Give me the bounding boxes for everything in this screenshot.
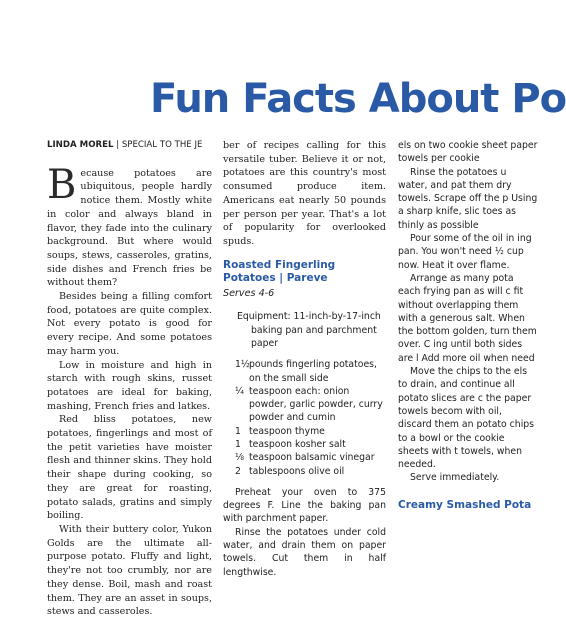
byline	[47, 139, 212, 153]
ingredient-item: ¼ teaspoon each: onion powder, garlic powder, curry powder and cumin	[235, 385, 383, 424]
body-paragraph: Low in moisture and high in starch with rough skins, russet potatoes are ideal for baking, mashing, French fries and latkes.	[47, 359, 212, 412]
recipe-step: Pour some of the oil in ing pan. You won't need ½ cup now. Heat it over flame.	[398, 233, 532, 271]
byline-affiliation: | SPECIAL TO THE JE	[116, 140, 203, 150]
recipe-serves: Serves 4-6	[223, 287, 275, 299]
ingredient-item: 1 teaspoon thyme	[235, 425, 325, 437]
recipe-step: Rinse the potatoes u water, and pat them dry towels. Scrape off the p Using a sharp knife, slic toes as thinly as possible	[398, 166, 538, 231]
body-paragraph: ber of recipes calling for this versatile tuber. Believe it or not, potatoes are this country's most consumed produce item. Americans eat nearly 50 pounds per person per year. That's a lot of popularity for overlooked spuds.	[223, 140, 386, 247]
ingredient-item: 1 teaspoon kosher salt	[235, 439, 346, 450]
body-paragraph: With their buttery color, Yukon Golds are the ultimate all-purpose potato. Fluffy and light, they're not too crumbly, nor are they dense. Boil, mash and roast them. They are an asset in soups, stews and casseroles.	[47, 523, 212, 618]
recipe-step: Serve immediately.	[410, 472, 500, 484]
recipe-equipment: Equipment: 11-inch-by-17-inch baking pan and parchment paper	[237, 311, 381, 349]
article-headline: Fun Facts About Po	[150, 76, 566, 122]
column-3	[398, 139, 538, 512]
recipe-title: Roasted Fingerling Potatoes | Pareve	[223, 258, 336, 284]
byline-author: LINDA MOREL	[47, 140, 114, 150]
recipe-step: Rinse the potatoes under cold water, and drain them on paper towels. Cut them in half lengthwise.	[223, 526, 386, 578]
drop-cap: B	[47, 161, 77, 208]
body-paragraph: Besides being a filling comfort food, potatoes are quite complex. Not every potato is good for every recipe. And some potatoes may harm you.	[47, 291, 212, 357]
ingredient-item: 1½ pounds fingerling potatoes, on the small side	[235, 359, 377, 384]
ingredient-item: 2 tablespoons olive oil	[235, 465, 345, 477]
recipe-step: els on two cookie sheet paper towels per cookie	[398, 140, 538, 165]
lead-paragraph: Because potatoes are ubiquitous, people hardly notice them. Mostly white in color and always bland in flavor, they fade into the culinary background. But where would soups, stews, casseroles, gratins, side dishes and French fries be without them?	[47, 161, 212, 289]
recipe-step: Move the chips to the els to drain, and continue all potato slices are c the paper towels becom with oil, discard them an potato chips to a bowl or the cookie sheets with t towels, when needed.	[398, 366, 535, 471]
column-1	[47, 139, 212, 619]
body-paragraph: Red bliss potatoes, new potatoes, fingerlings and most of the petit varieties have moister flesh and thinner skins. They hold their shape during cooking, so they are great for roasting, potato salads, gratins and simply boiling.	[47, 414, 212, 522]
ingredient-item: ⅛ teaspoon balsamic vinegar	[235, 452, 375, 464]
column-2	[223, 139, 386, 579]
recipe-title: Creamy Smashed Pota	[398, 498, 532, 511]
recipe-step: Arrange as many pota each frying pan as will c fit without overlapping them with a generous salt. When the bottom golden, turn them over. C ing until both sides are l Add more oil when need	[398, 272, 537, 364]
recipe-step: Preheat your oven to 375 degrees F. Line the baking pan with parchment paper.	[223, 486, 386, 525]
